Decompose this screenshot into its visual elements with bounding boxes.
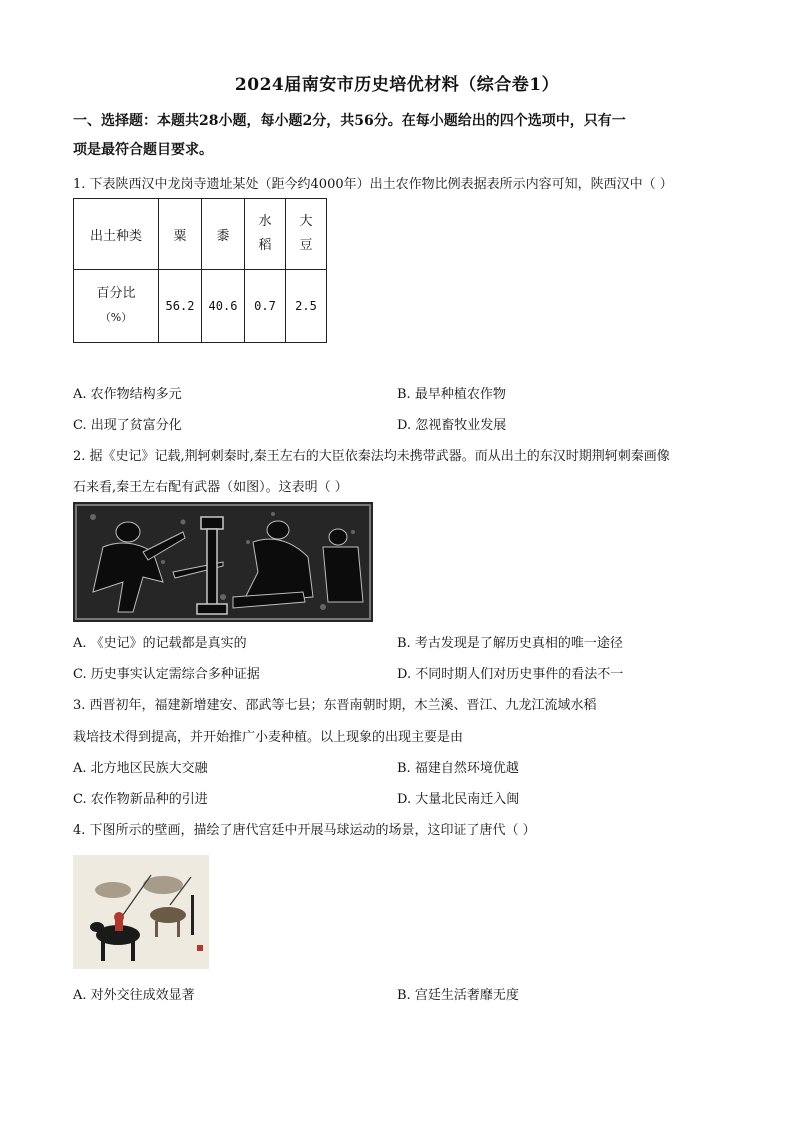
q2-stem-line1: 2. 据《史记》记载,荆轲刺秦时,秦王左右的大臣依秦法均未携带武器。而从出土的东汉时期荆轲刺秦画像 <box>73 449 670 464</box>
bean-char-2: 豆 <box>299 238 313 253</box>
q2-stem-line2: 石来看,秦王左右配有武器（如图）。这表明（ ） <box>73 480 348 495</box>
bean-char-1: 大 <box>299 214 313 229</box>
q3-option-c: C. 农作物新品种的引进 <box>73 792 208 807</box>
q4-option-b: B. 宫廷生活奢靡无度 <box>397 988 519 1003</box>
q3-stem-line2: 栽培技术得到提高，并开始推广小麦种植。以上现象的出现主要是由 <box>73 730 464 745</box>
q2-option-d: D. 不同时期人们对历史事件的看法不一 <box>397 667 624 682</box>
table-value-3: 0.7 <box>245 270 286 343</box>
section-heading-line2: 项是最符合题目要求。 <box>73 142 213 158</box>
q2-option-a: A. 《史记》的记载都是真实的 <box>73 636 247 651</box>
q2-option-c: C. 历史事实认定需综合多种证据 <box>73 667 260 682</box>
q1-option-a: A. 农作物结构多元 <box>73 387 182 402</box>
crop-table <box>73 198 327 343</box>
q2-option-b: B. 考古发现是了解历史真相的唯一途径 <box>397 636 623 651</box>
q1-stem: 1. 下表陕西汉中龙岗寺遗址某处（距今约4000年）出土农作物比例表据表所示内容可知，陕西汉中（ ） <box>73 177 673 192</box>
section-heading-line1: 一、选择题：本题共28小题，每小题2分，共56分。在每小题给出的四个选项中，只有一 <box>73 113 626 129</box>
row-label-line1: 百分比 <box>96 286 136 301</box>
table-crop-2: 黍 <box>202 199 245 270</box>
crop-table-value-row <box>74 270 327 343</box>
stone-rubbing-illustration <box>73 502 373 622</box>
rice-char-1: 水 <box>258 214 272 229</box>
rice-char-2: 稻 <box>258 238 272 253</box>
page-title: 2024届南安市历史培优材料（综合卷1） <box>234 75 560 95</box>
crop-table-header-row <box>74 199 327 270</box>
stone-rubbing-image <box>73 502 373 622</box>
row-label-line2: （%） <box>99 311 133 324</box>
table-value-1: 56.2 <box>159 270 202 343</box>
q4-stem: 4. 下图所示的壁画，描绘了唐代宫廷中开展马球运动的场景，这印证了唐代（ ） <box>73 823 536 838</box>
polo-painting-image <box>73 855 209 969</box>
table-crop-1: 粟 <box>159 199 202 270</box>
q1-option-d: D. 忽视畜牧业发展 <box>397 418 507 433</box>
table-crop-4 <box>286 199 327 270</box>
q4-option-a: A. 对外交往成效显著 <box>73 988 195 1003</box>
table-value-4: 2.5 <box>286 270 327 343</box>
q3-stem-line1: 3. 西晋初年，福建新增建安、邵武等七县；东晋南朝时期，木兰溪、晋江、九龙江流域水稻 <box>73 698 597 713</box>
q3-option-b: B. 福建自然环境优越 <box>397 761 519 776</box>
q3-option-d: D. 大量北民南迁入闽 <box>397 792 520 807</box>
table-crop-3 <box>245 199 286 270</box>
table-row-label <box>74 270 159 343</box>
q1-option-b: B. 最早种植农作物 <box>397 387 506 402</box>
table-value-2: 40.6 <box>202 270 245 343</box>
q1-option-c: C. 出现了贫富分化 <box>73 418 182 433</box>
q3-option-a: A. 北方地区民族大交融 <box>73 761 208 776</box>
table-header-label: 出土种类 <box>74 199 159 270</box>
polo-painting-illustration <box>73 855 209 969</box>
